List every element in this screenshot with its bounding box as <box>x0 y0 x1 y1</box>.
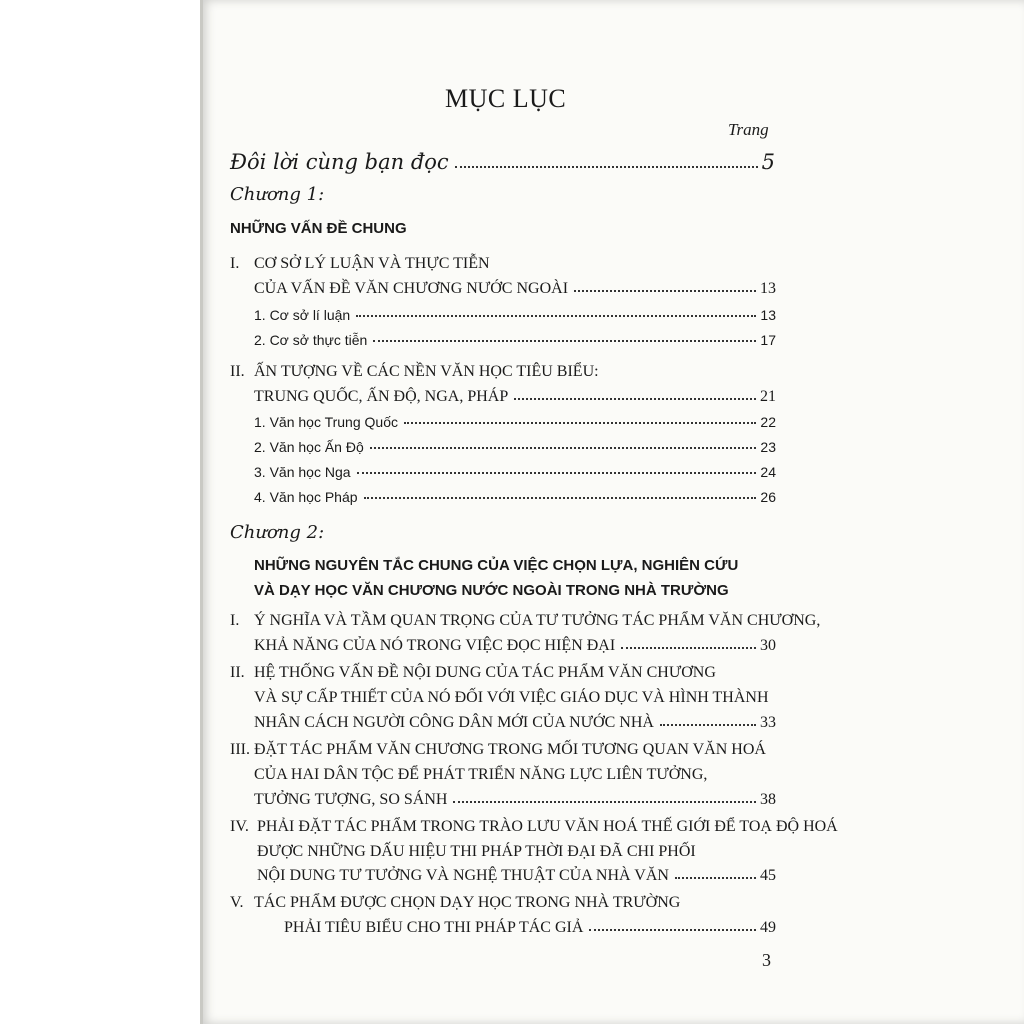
ch2-sec1-page: 30 <box>760 637 776 654</box>
chapter1-label: Chương 1: <box>230 184 325 205</box>
ch1-sec2-item1-label: 1. Văn học Trung Quốc <box>254 414 398 430</box>
intro-page: 5 <box>761 150 775 174</box>
dot-leader <box>404 421 756 424</box>
ch2-sec5-page: 49 <box>760 919 776 936</box>
ch2-sec5-number: V. <box>230 894 244 911</box>
ch1-sec1-item1-page: 13 <box>760 307 776 323</box>
toc-entry-ch1-sec2-item2[interactable] <box>254 439 776 455</box>
ch2-sec4-line2: ĐƯỢC NHỮNG DẤU HIỆU THI PHÁP THỜI ĐẠI ĐÃ CHI PHỐI <box>257 843 696 860</box>
ch2-sec2-line2: VÀ SỰ CẤP THIẾT CỦA NÓ ĐỐI VỚI VIỆC GIÁO DỤC VÀ HÌNH THÀNH <box>254 689 769 706</box>
ch1-sec1-title-line1: CƠ SỞ LÝ LUẬN VÀ THỰC TIỄN <box>254 255 490 272</box>
toc-entry-ch2-sec5[interactable] <box>284 919 776 937</box>
ch2-sec3-number: III. <box>230 741 250 758</box>
ch2-sec4-line1: PHẢI ĐẶT TÁC PHẨM TRONG TRÀO LƯU VĂN HOÁ THẾ GIỚI ĐỂ TOẠ ĐỘ HOÁ <box>257 818 838 835</box>
toc-entry-ch1-sec2[interactable] <box>254 388 776 406</box>
page-edge <box>200 0 203 1024</box>
dot-leader <box>514 397 756 400</box>
toc-entry-ch2-sec2[interactable] <box>254 714 776 732</box>
ch1-sec2-title-line1: ẤN TƯỢNG VỀ CÁC NỀN VĂN HỌC TIÊU BIỂU: <box>254 363 599 380</box>
ch1-sec2-item1-page: 22 <box>760 414 776 430</box>
ch2-sec5-line1: TÁC PHẨM ĐƯỢC CHỌN DẠY HỌC TRONG NHÀ TRƯỜNG <box>254 894 681 911</box>
ch1-sec2-item2-label: 2. Văn học Ấn Độ <box>254 439 364 455</box>
dot-leader <box>660 723 756 726</box>
ch1-sec1-number: I. <box>230 255 240 272</box>
toc-entry-ch2-sec4[interactable] <box>257 867 776 885</box>
ch1-sec2-item2-page: 23 <box>760 439 776 455</box>
chapter1-heading: NHỮNG VẤN ĐỀ CHUNG <box>230 220 407 237</box>
dot-leader <box>357 471 757 474</box>
toc-entry-ch1-sec1[interactable] <box>254 280 776 298</box>
ch2-sec1-line2: KHẢ NĂNG CỦA NÓ TRONG VIỆC ĐỌC HIỆN ĐẠI <box>254 637 616 654</box>
chapter2-label: Chương 2: <box>230 522 325 543</box>
ch1-sec2-title-line2: TRUNG QUỐC, ẤN ĐỘ, NGA, PHÁP <box>254 388 509 405</box>
dot-leader <box>621 646 756 649</box>
ch2-sec4-number: IV. <box>230 818 249 835</box>
dot-leader <box>453 800 756 803</box>
dot-leader <box>370 446 757 449</box>
dot-leader <box>675 876 756 879</box>
toc-entry-ch2-sec1[interactable] <box>254 637 776 655</box>
toc-entry-ch1-sec1-item2[interactable] <box>254 332 776 348</box>
ch1-sec1-item2-page: 17 <box>760 332 776 348</box>
page-title: MỤC LỤC <box>445 84 567 113</box>
toc-entry-intro[interactable] <box>230 150 775 174</box>
ch2-sec2-line3: NHÂN CÁCH NGƯỜI CÔNG DÂN MỚI CỦA NƯỚC NHÀ <box>254 714 654 731</box>
ch2-sec5-line2: PHẢI TIÊU BIỂU CHO THI PHÁP TÁC GIẢ <box>284 919 584 936</box>
toc-entry-ch1-sec2-item1[interactable] <box>254 414 776 430</box>
dot-leader <box>373 339 756 342</box>
ch1-sec1-item2-label: 2. Cơ sở thực tiễn <box>254 332 368 348</box>
ch1-sec2-item3-label: 3. Văn học Nga <box>254 464 351 480</box>
ch2-sec1-number: I. <box>230 612 240 629</box>
page-column-label: Trang <box>728 120 769 139</box>
ch2-sec3-line3: TƯỞNG TƯỢNG, SO SÁNH <box>254 791 448 808</box>
ch2-sec2-line1: HỆ THỐNG VẤN ĐỀ NỘI DUNG CỦA TÁC PHẨM VĂN CHƯƠNG <box>254 664 716 681</box>
ch1-sec1-item1-label: 1. Cơ sở lí luận <box>254 307 351 323</box>
dot-leader <box>455 165 758 168</box>
intro-label: Đôi lời cùng bạn đọc <box>230 150 449 174</box>
toc-entry-ch1-sec1-item1[interactable] <box>254 307 776 323</box>
dot-leader <box>356 314 756 317</box>
ch2-sec1-line1: Ý NGHĨA VÀ TẦM QUAN TRỌNG CỦA TƯ TƯỞNG TÁC PHẨM VĂN CHƯƠNG, <box>254 612 821 629</box>
chapter2-heading-line1: NHỮNG NGUYÊN TẮC CHUNG CỦA VIỆC CHỌN LỰA, NGHIÊN CỨU <box>254 557 739 574</box>
toc-entry-ch2-sec3[interactable] <box>254 791 776 809</box>
ch2-sec2-page: 33 <box>760 714 776 731</box>
ch1-sec1-title-line2: CỦA VẤN ĐỀ VĂN CHƯƠNG NƯỚC NGOÀI <box>254 280 569 297</box>
ch2-sec3-line1: ĐẶT TÁC PHẨM VĂN CHƯƠNG TRONG MỐI TƯƠNG QUAN VĂN HOÁ <box>254 741 766 758</box>
ch1-sec2-number: II. <box>230 363 245 380</box>
chapter2-heading-line2: VÀ DẠY HỌC VĂN CHƯƠNG NƯỚC NGOÀI TRONG NHÀ TRƯỜNG <box>254 582 729 599</box>
ch2-sec4-line3: NỘI DUNG TƯ TƯỞNG VÀ NGHỆ THUẬT CỦA NHÀ VĂN <box>257 867 669 884</box>
ch2-sec4-page: 45 <box>760 867 776 884</box>
ch1-sec2-item4-page: 26 <box>760 489 776 505</box>
ch1-sec2-item4-label: 4. Văn học Pháp <box>254 489 358 505</box>
page-number: 3 <box>762 950 771 970</box>
ch2-sec2-number: II. <box>230 664 245 681</box>
dot-leader <box>574 289 756 292</box>
dot-leader <box>364 496 757 499</box>
toc-entry-ch1-sec2-item3[interactable] <box>254 464 776 480</box>
ch2-sec3-line2: CỦA HAI DÂN TỘC ĐỂ PHÁT TRIỂN NĂNG LỰC LIÊN TƯỞNG, <box>254 766 708 783</box>
dot-leader <box>589 928 756 931</box>
ch1-sec2-item3-page: 24 <box>760 464 776 480</box>
toc-entry-ch1-sec2-item4[interactable] <box>254 489 776 505</box>
ch1-sec1-page: 13 <box>760 280 776 297</box>
ch1-sec2-page: 21 <box>760 388 776 405</box>
ch2-sec3-page: 38 <box>760 791 776 808</box>
